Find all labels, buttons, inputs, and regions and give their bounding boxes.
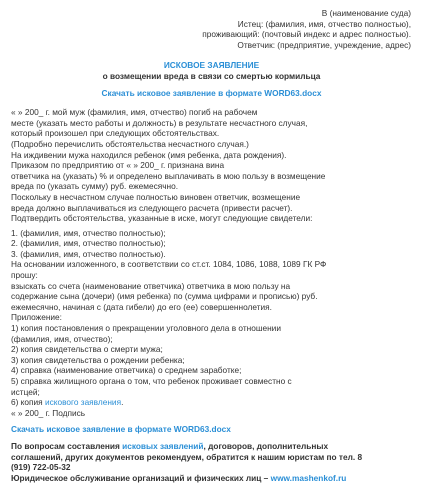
- request-line: содержание сына (дочери) (имя ребенка) по (сумма цифрами и прописью) руб.: [11, 291, 318, 302]
- download-link-top[interactable]: Скачать исковое заявление в формате WORD63.docx: [101, 87, 322, 98]
- body-line: который произошел при следующих обстоятельствах.: [11, 128, 220, 139]
- attachment-item: (фамилия, имя, отчество);: [11, 333, 113, 344]
- footer-text: По вопросам составления: [11, 440, 123, 451]
- body-line: ответчика на (указать) % и определено выплачивать в мою пользу в возмещение: [11, 170, 326, 181]
- attachment-item: 4) справка (наименование ответчика) о среднем заработке;: [11, 365, 242, 376]
- body-line: вреда должно выплачиваться из следующего расчета (привести расчет).: [11, 202, 293, 213]
- request-line: прошу:: [11, 270, 38, 281]
- footer-text: Юридическое обслуживание организаций и физических лиц –: [11, 472, 271, 483]
- attachment-item: 1) копия постановления о прекращении уголовного дела в отношении: [11, 323, 281, 334]
- attachment-copy-prefix: 6) копия: [11, 397, 45, 408]
- attachments-heading: Приложение:: [11, 312, 62, 323]
- addressee-block: [11, 0, 412, 50]
- body-line: вреда по (указать сумму) руб. ежемесячно.: [11, 181, 179, 192]
- header-line-address: проживающий: (почтовый индекс и адрес полностью).: [202, 29, 411, 40]
- body-line: Приказом по предприятию от « » 200_ г. признана вина: [11, 160, 225, 171]
- body-line: Подтвердить обстоятельства, указанные в иске, могут следующие свидетели:: [11, 213, 313, 224]
- request-line: На основании изложенного, в соответствии со ст.ст. 1084, 1086, 1088, 1089 ГК РФ: [11, 259, 327, 270]
- footer-line: [11, 473, 412, 484]
- attachment-item-copy: [11, 397, 412, 408]
- attachment-item: 3) копия свидетельства о рождении ребенка;: [11, 354, 185, 365]
- attachment-item: истцей;: [11, 386, 40, 397]
- claim-body: [11, 107, 412, 418]
- body-line: На иждивении мужа находился ребенок (имя ребенка, дата рождения).: [11, 149, 287, 160]
- attachment-item: 5) справка жилищного органа о том, что ребенок проживает совместно с: [11, 376, 292, 386]
- footer-line: [11, 441, 412, 452]
- body-line: (Подробно перечислить обстоятельства несчастного случая.): [11, 138, 249, 149]
- body-line: месте (указать место работы и должность) в результате несчастного случая,: [11, 117, 308, 128]
- website-link[interactable]: www.mashenkof.ru: [270, 472, 347, 483]
- phone-number: (919) 722-05-32: [11, 462, 71, 473]
- claims-link[interactable]: исковых заявлений: [122, 440, 204, 451]
- claim-link[interactable]: искового заявления: [44, 397, 122, 408]
- header-line-plaintiff: Истец: (фамилия, имя, отчество полностью),: [237, 18, 411, 29]
- attachment-item: 2) копия свидетельства о смерти мужа;: [11, 344, 163, 355]
- contact-footer: [11, 441, 412, 483]
- witness-item: 3. (фамилия, имя, отчество полностью).: [11, 248, 166, 259]
- witness-item: 1. (фамилия, имя, отчество полностью);: [11, 227, 166, 238]
- document-subtitle: о возмещении вреда в связи со смертью кормильца: [102, 70, 321, 81]
- download-link-bottom[interactable]: Скачать исковое заявление в формате WORD63.docx: [11, 424, 231, 435]
- header-line-defendant: Ответчик: (предприятие, учреждение, адрес): [237, 39, 411, 50]
- signature-line: « » 200_ г. Подпись: [11, 407, 86, 418]
- attachment-copy-suffix: .: [121, 397, 124, 408]
- header-line-court: В (наименование суда): [321, 8, 411, 18]
- body-line: « » 200_ г. мой муж (фамилия, имя, отчество) погиб на рабочем: [11, 107, 258, 118]
- body-line: Поскольку в несчастном случае полностью виновен ответчик, возмещение: [11, 191, 301, 202]
- document-title: ИСКОВОЕ ЗАЯВЛЕНИЕ: [163, 60, 260, 71]
- footer-text: , договоров, дополнительных: [203, 440, 329, 451]
- footer-line: соглашений, других документов рекомендуем, обратится к нашим юристам по тел. 8: [11, 451, 363, 462]
- request-line: взыскать со счета (наименование ответчика) ответчика в мою пользу на: [11, 280, 291, 291]
- request-line: ежемесячно, начиная с (дата гибели) до его (ее) совершеннолетия.: [11, 301, 272, 312]
- witness-item: 2. (фамилия, имя, отчество полностью);: [11, 238, 166, 249]
